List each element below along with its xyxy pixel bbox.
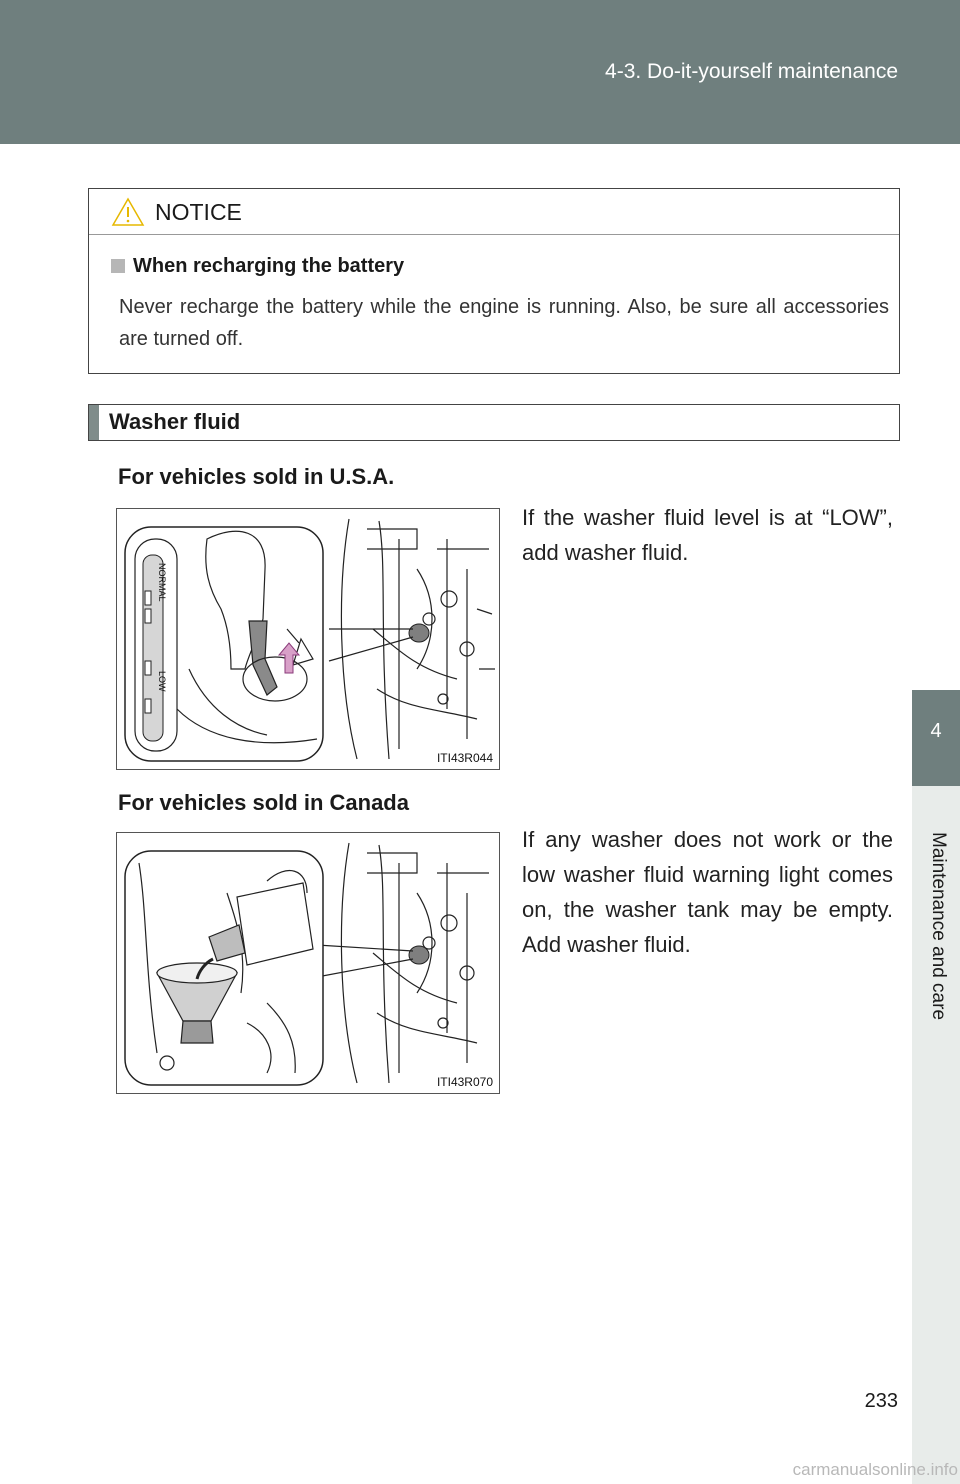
canada-heading: For vehicles sold in Canada [118, 790, 409, 815]
warning-triangle-icon [111, 197, 145, 227]
chapter-title: 4-3. Do-it-yourself maintenance [605, 60, 898, 83]
notice-box [88, 188, 900, 374]
section-heading-bar [88, 404, 900, 441]
chapter-tab [912, 690, 960, 786]
chapter-side-label: Maintenance and care [928, 832, 949, 1021]
section-title: Washer fluid [109, 409, 241, 434]
notice-text: Never recharge the battery while the engine is running. Also, be sure all accessories are turned off. [119, 296, 889, 350]
canada-body-text: If any washer does not work or the low washer fluid warning light comes on, the washer tank may be empty. Add washer fluid. [522, 827, 893, 957]
notice-subheading [111, 255, 404, 278]
gauge-normal-label: NORMAL [157, 563, 167, 602]
section-heading-mark [89, 405, 99, 440]
usa-washer-figure [116, 508, 500, 770]
notice-header [89, 189, 899, 235]
page-number: 233 [864, 1390, 898, 1412]
page-header-band [0, 0, 960, 144]
canada-washer-illustration [117, 833, 500, 1094]
chapter-tab-number: 4 [930, 720, 942, 742]
notice-title: NOTICE [155, 199, 242, 225]
watermark: carmanualsonline.info [792, 1460, 958, 1479]
notice-subheading-text: When recharging the battery [133, 255, 405, 277]
gauge-low-label: LOW [157, 671, 167, 692]
usa-body-text: If the washer fluid level is at “LOW”, add washer fluid. [522, 505, 893, 565]
canada-washer-figure [116, 832, 500, 1094]
square-bullet-icon [111, 259, 125, 273]
usa-heading: For vehicles sold in U.S.A. [118, 464, 395, 489]
usa-washer-illustration [117, 509, 500, 770]
usa-figure-code: ITI43R044 [436, 751, 493, 765]
chapter-side-strip [912, 786, 960, 1484]
canada-figure-code: ITI43R070 [436, 1075, 493, 1089]
